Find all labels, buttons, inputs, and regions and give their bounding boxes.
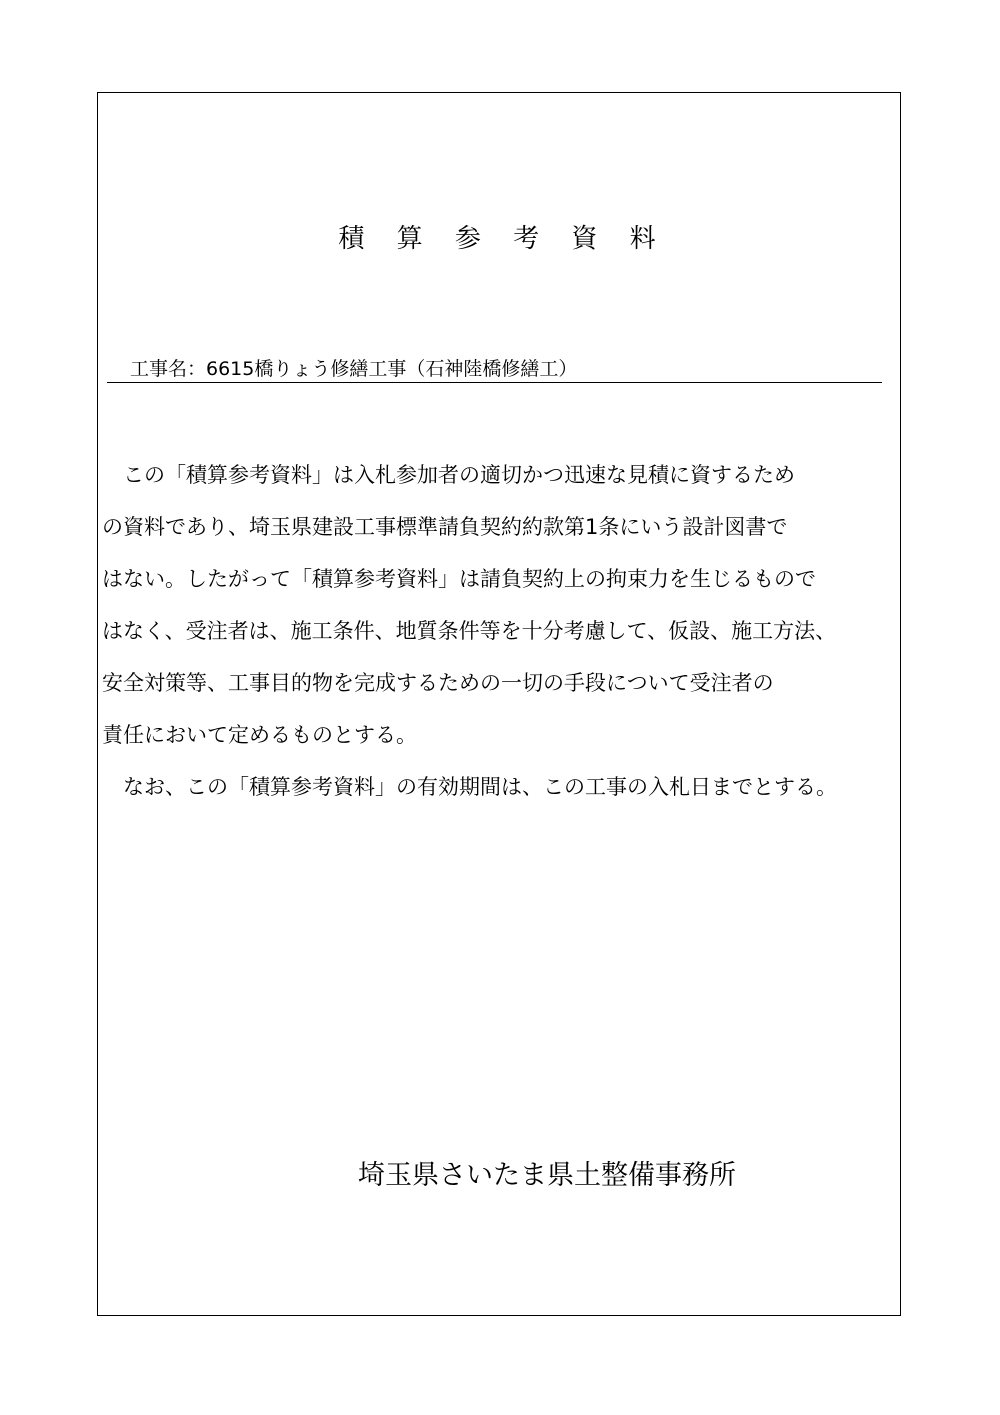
notice-line: の資料であり、埼玉県建設工事標準請負契約約款第1条にいう設計図書で: [102, 515, 788, 539]
notice-line: はない。したがって「積算参考資料」は請負契約上の拘束力を生じるもので: [102, 567, 816, 591]
notice-line: この「積算参考資料」は入札参加者の適切かつ迅速な見積に資するため: [102, 463, 795, 487]
issuing-office: 埼玉県さいたま県土整備事務所: [358, 1160, 736, 1191]
document-title: 積 算 参 考 資 料: [338, 224, 668, 254]
notice-line: 安全対策等、工事目的物を完成するための一切の手段について受注者の: [102, 671, 774, 695]
notice-line: 責任において定めるものとする。: [102, 723, 417, 747]
notice-line: はなく、受注者は、施工条件、地質条件等を十分考慮して、仮設、施工方法、: [102, 619, 837, 643]
project-name: 工事名：6615橋りょう修繕工事（石神陸橋修繕工）: [130, 358, 578, 380]
notice-line: なお、この「積算参考資料」の有効期間は、この工事の入札日までとする。: [102, 775, 837, 799]
notice-body: [102, 460, 892, 824]
project-underline: [107, 382, 882, 383]
